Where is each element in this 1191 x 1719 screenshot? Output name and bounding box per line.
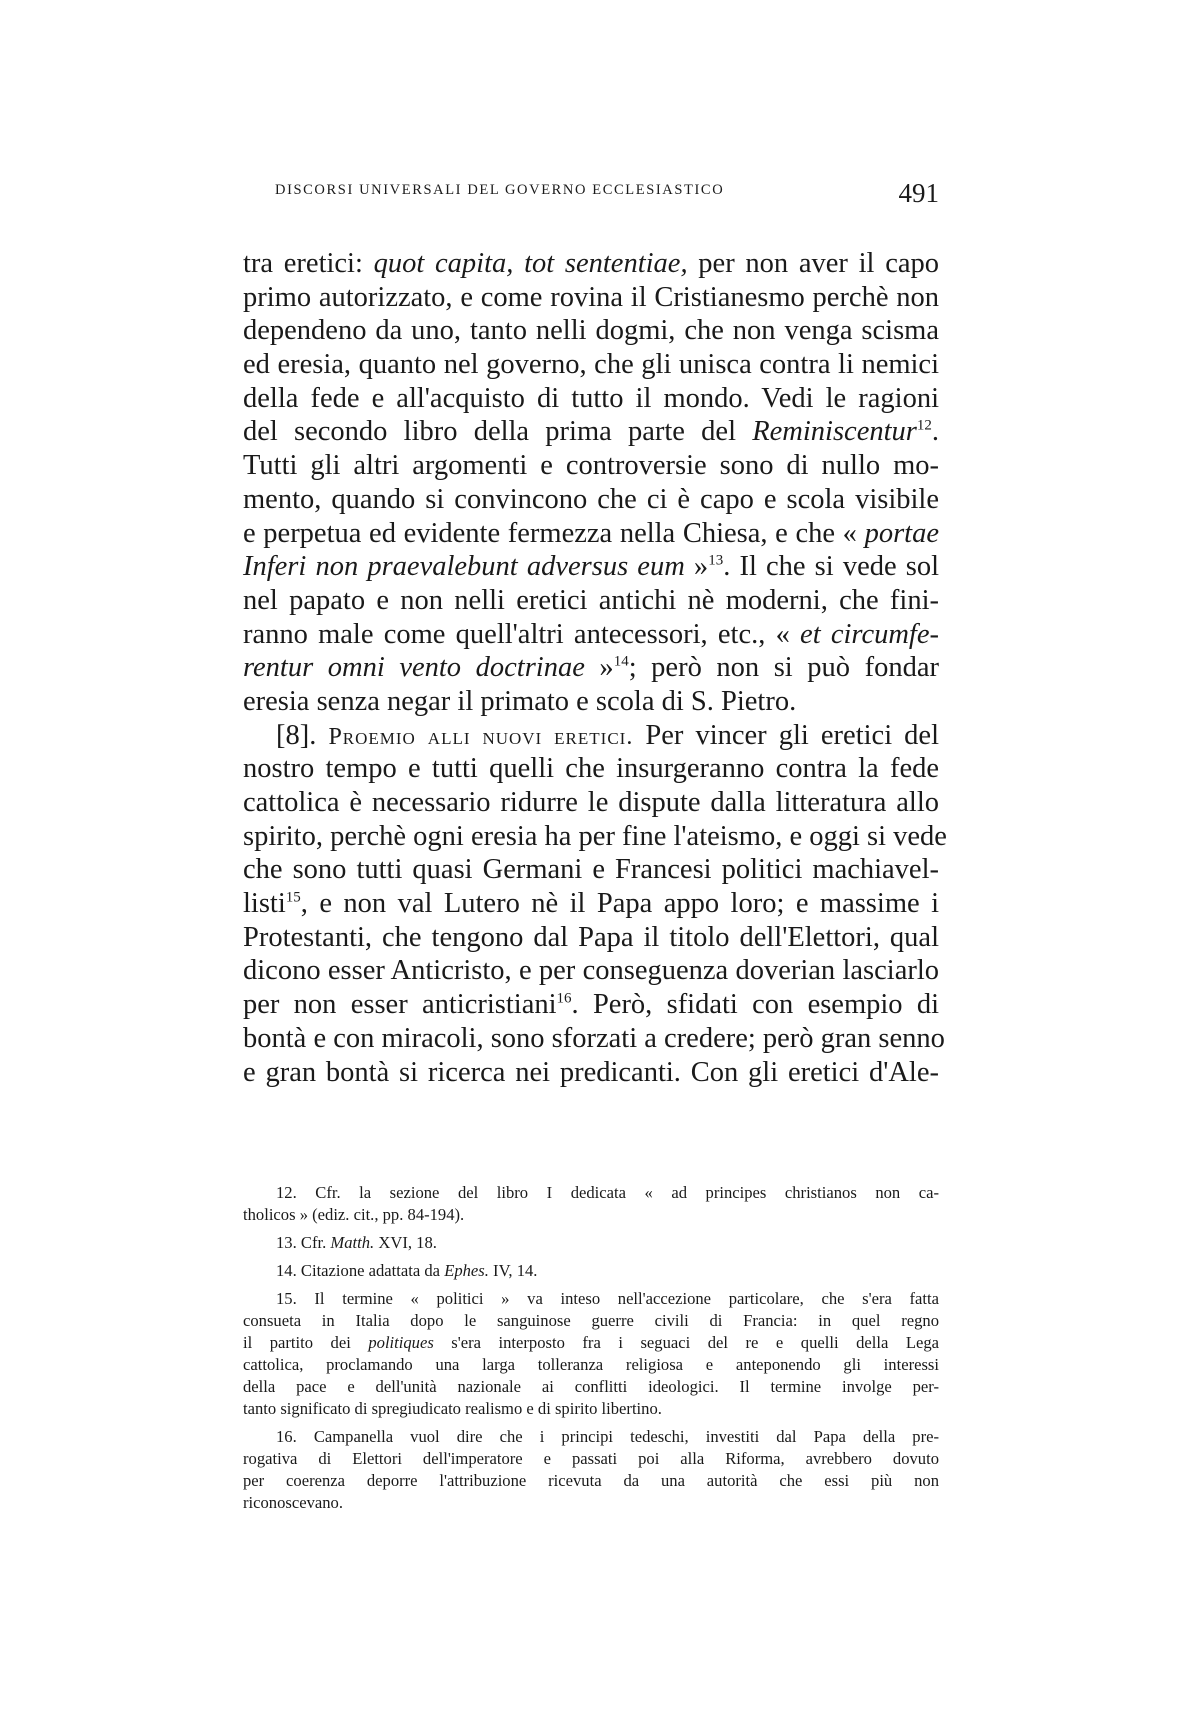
note-line: della pace e dell'unità nazionale ai conflitti ideologici. Il termine involge per- bbox=[243, 1377, 939, 1396]
note-line: per coerenza deporre l'attribuzione ricevuta da una autorità che essi più non bbox=[243, 1471, 939, 1490]
text-line: per non esser anticristiani$^{16}$. Però, sfidati con esempio di bbox=[243, 989, 939, 1021]
text-line: mento, quando si convincono che ci è capo e scola visibile bbox=[243, 483, 939, 515]
section-heading: Proemio alli nuovi eretici. bbox=[328, 723, 634, 750]
text-line: ranno male come quell'altri antecessori, etc., « et circumfe- bbox=[243, 618, 939, 650]
text-line: tra eretici: quot capita, tot sententiae, per non aver il capo bbox=[243, 248, 939, 279]
footnote-ref: 15 bbox=[285, 889, 301, 906]
text-line: e gran bontà si ricerca nei predicanti. Con gli eretici d'Ale- bbox=[243, 1056, 939, 1088]
note-line: tholicos » (ediz. cit., pp. 84-194). bbox=[243, 1205, 465, 1224]
footnote-15 bbox=[243, 1288, 939, 1420]
text-line: eresia senza negar il primato e scola di S. Pietro. bbox=[243, 685, 797, 717]
running-title: DISCORSI UNIVERSALI DEL GOVERNO ECCLESIASTICO bbox=[275, 182, 725, 198]
note-line: tanto significato di spregiudicato realismo e di spirito libertino. bbox=[243, 1399, 662, 1418]
text-line: nostro tempo e tutti quelli che insurgeranno contra la fede bbox=[243, 753, 939, 785]
text-line: Inferi non praevalebunt adversus eum »$^{13}$. Il che si vede sol bbox=[243, 551, 940, 583]
section-heading-line: [8]. Proemio alli nuovi eretici. Per vincer gli eretici del bbox=[276, 719, 939, 751]
footnote-12 bbox=[243, 1182, 939, 1226]
footnote-14 bbox=[243, 1260, 939, 1282]
footnote-ref: 12 bbox=[916, 417, 932, 434]
note-line: 13. Cfr. Matth. XVI, 18. bbox=[276, 1233, 437, 1252]
text-line: Tutti gli altri argomenti e controversie sono di nullo mo- bbox=[243, 450, 939, 482]
note-line: 16. Campanella vuol dire che i principi tedeschi, investiti dal Papa della pre- bbox=[276, 1427, 939, 1446]
text-line: cattolica è necessario ridurre le dispute dalla litteratura allo bbox=[243, 787, 939, 818]
footnote-ref: 13 bbox=[708, 552, 724, 569]
text-line: e perpetua ed evidente fermezza nella Chiesa, e che « portae bbox=[243, 517, 939, 549]
text-line: che sono tutti quasi Germani e Francesi politici machiavel- bbox=[243, 854, 939, 886]
note-line: cattolica, proclamando una larga tolleranza religiosa e anteponendo gli interessi bbox=[243, 1355, 939, 1374]
page-number: 491 bbox=[898, 178, 939, 208]
main-text bbox=[243, 247, 947, 1089]
footnote-13 bbox=[243, 1232, 939, 1254]
text-line: nel papato e non nelli eretici antichi nè moderni, che fini- bbox=[243, 584, 939, 616]
text-line: dicono esser Anticristo, e per conseguenza doverian lasciarlo bbox=[243, 955, 939, 987]
footnote-ref: 16 bbox=[556, 990, 572, 1007]
note-line: rogativa di Elettori dell'imperatore e passati poi alla Riforma, avrebbero dovuto bbox=[243, 1449, 939, 1468]
text-line: dependeno da uno, tanto nelli dogmi, che non venga scisma bbox=[243, 315, 939, 347]
note-line: consueta in Italia dopo le sanguinose guerre civili di Francia: in quel regno bbox=[243, 1311, 939, 1330]
note-line: 14. Citazione adattata da Ephes. IV, 14. bbox=[276, 1261, 538, 1280]
text-line: listi$^{15}$, e non val Lutero nè il Papa appo loro; e massime i bbox=[243, 888, 939, 920]
text-line: del secondo libro della prima parte del Reminiscentur$^{12}$. bbox=[243, 416, 939, 448]
text-line: rentur omni vento doctrinae »$^{14}$; però non si può fondar bbox=[243, 652, 940, 684]
footnotes bbox=[243, 1182, 939, 1514]
note-line: riconoscevano. bbox=[243, 1493, 343, 1512]
text-line: Protestanti, che tengono dal Papa il titolo dell'Elettori, qual bbox=[243, 921, 939, 953]
text-line: ed eresia, quanto nel governo, che gli unisca contra li nemici bbox=[243, 349, 939, 381]
footnote-16 bbox=[243, 1426, 939, 1514]
text-line: primo autorizzato, e come rovina il Cristianesmo perchè non bbox=[243, 281, 939, 313]
footnote-ref: 14 bbox=[613, 653, 629, 670]
text-line: bontà e con miracoli, sono sforzati a credere; però gran senno bbox=[243, 1022, 945, 1054]
note-line: 15. Il termine « politici » va inteso nell'accezione particolare, che s'era fatta bbox=[276, 1289, 939, 1308]
running-head bbox=[275, 180, 939, 210]
text-line: della fede e all'acquisto di tutto il mondo. Vedi le ragioni bbox=[243, 382, 939, 414]
text-line: spirito, perchè ogni eresia ha per fine l'ateismo, e oggi si vede bbox=[243, 820, 947, 852]
note-line: il partito dei politiques s'era interposto fra i seguaci del re e quelli della Lega bbox=[243, 1333, 939, 1352]
note-line: 12. Cfr. la sezione del libro I dedicata « ad principes christianos non ca- bbox=[276, 1183, 939, 1202]
